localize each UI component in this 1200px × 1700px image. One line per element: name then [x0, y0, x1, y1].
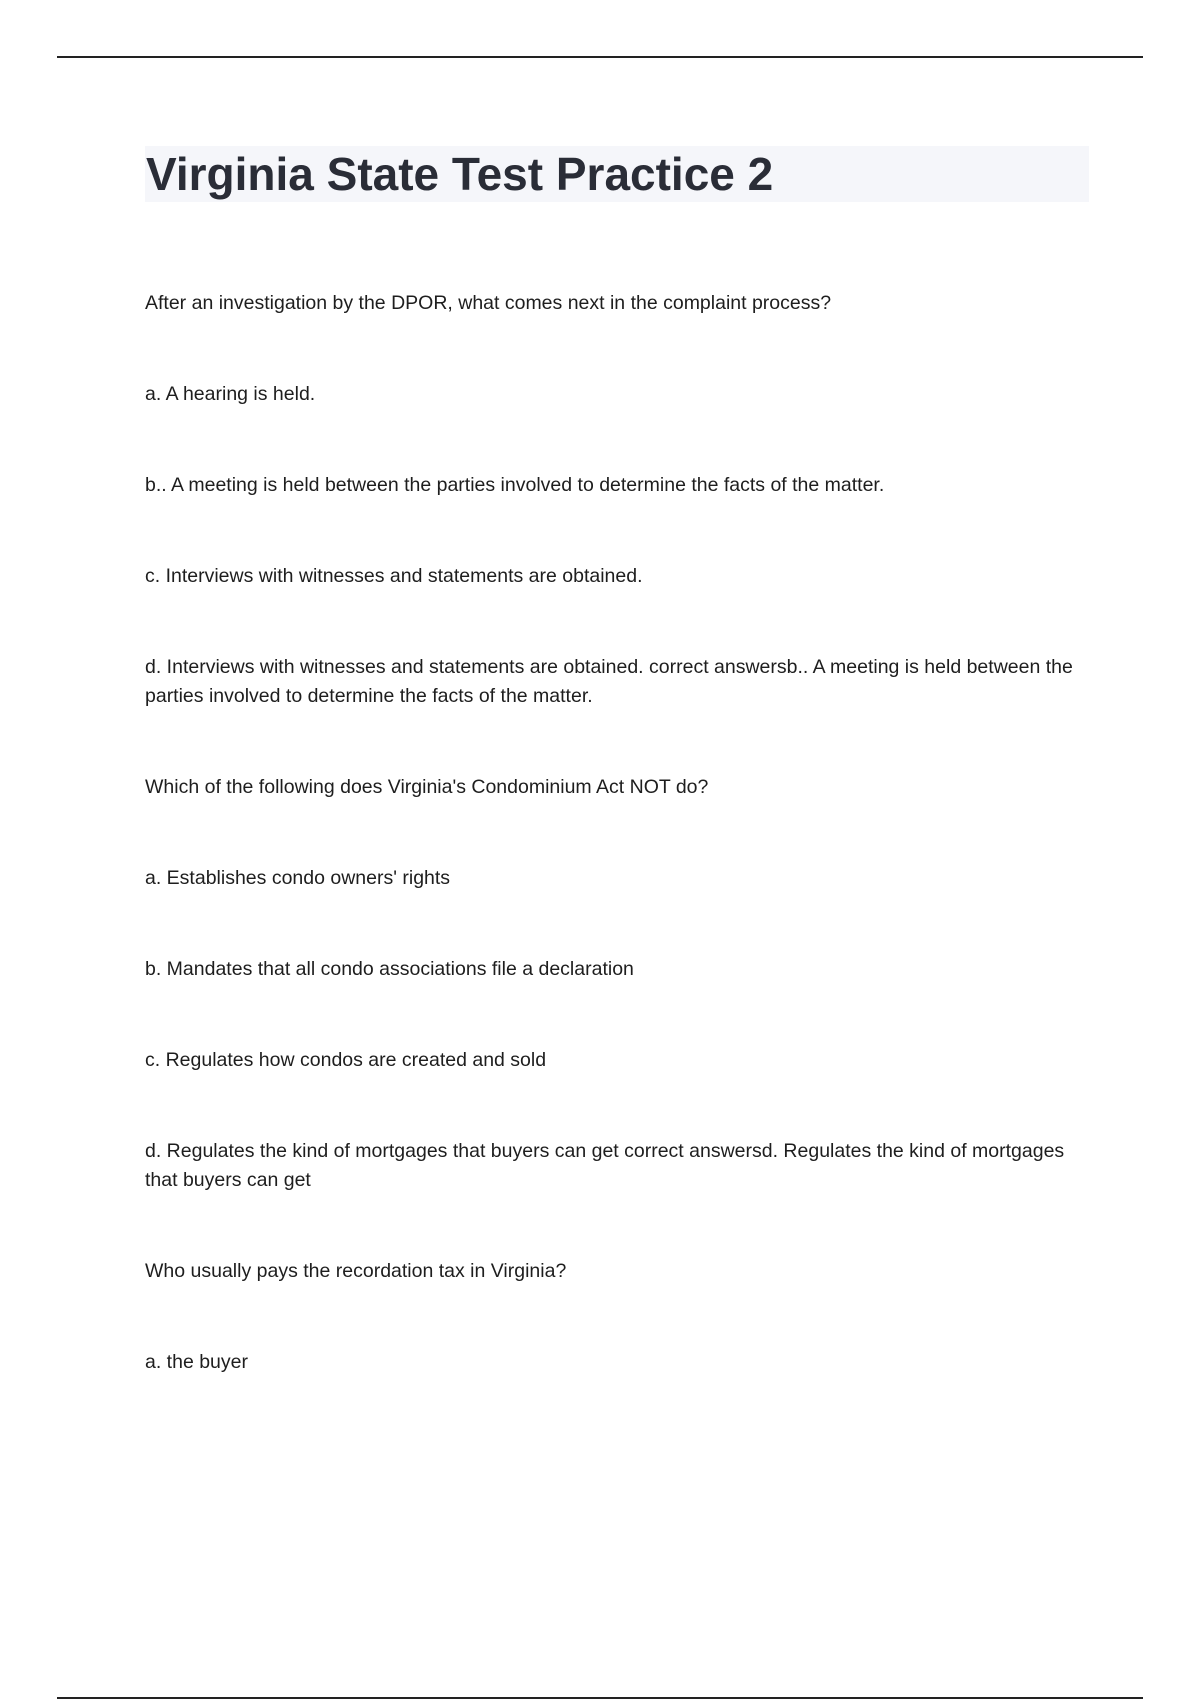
question-1-option-c: c. Interviews with witnesses and statements are obtained.: [145, 565, 643, 587]
question-3: Who usually pays the recordation tax in Virginia?: [145, 1260, 567, 1282]
question-2: Which of the following does Virginia's Condominium Act NOT do?: [145, 776, 709, 798]
page-title: Virginia State Test Practice 2: [146, 148, 774, 200]
question-3-option-a: a. the buyer: [145, 1351, 248, 1373]
question-1-option-b: b.. A meeting is held between the parties involved to determine the facts of the matter.: [145, 474, 885, 496]
question-1: After an investigation by the DPOR, what comes next in the complaint process?: [145, 292, 832, 314]
top-rule: [57, 56, 1143, 58]
question-2-option-b: b. Mandates that all condo associations file a declaration: [145, 958, 634, 980]
question-2-option-c: c. Regulates how condos are created and sold: [145, 1049, 547, 1071]
question-1-option-d-answer: d. Interviews with witnesses and statements are obtained. correct answersb.. A meeting is held between the parties involved to determine the facts of the matter.: [145, 656, 1073, 707]
question-2-option-d-answer: d. Regulates the kind of mortgages that buyers can get correct answersd. Regulates the kind of mortgages that buyers can get: [145, 1140, 1065, 1191]
question-2-option-a: a. Establishes condo owners' rights: [145, 867, 451, 889]
question-1-option-a: a. A hearing is held.: [145, 383, 316, 405]
bottom-rule: [57, 1697, 1143, 1699]
question-list: [145, 289, 1089, 1439]
